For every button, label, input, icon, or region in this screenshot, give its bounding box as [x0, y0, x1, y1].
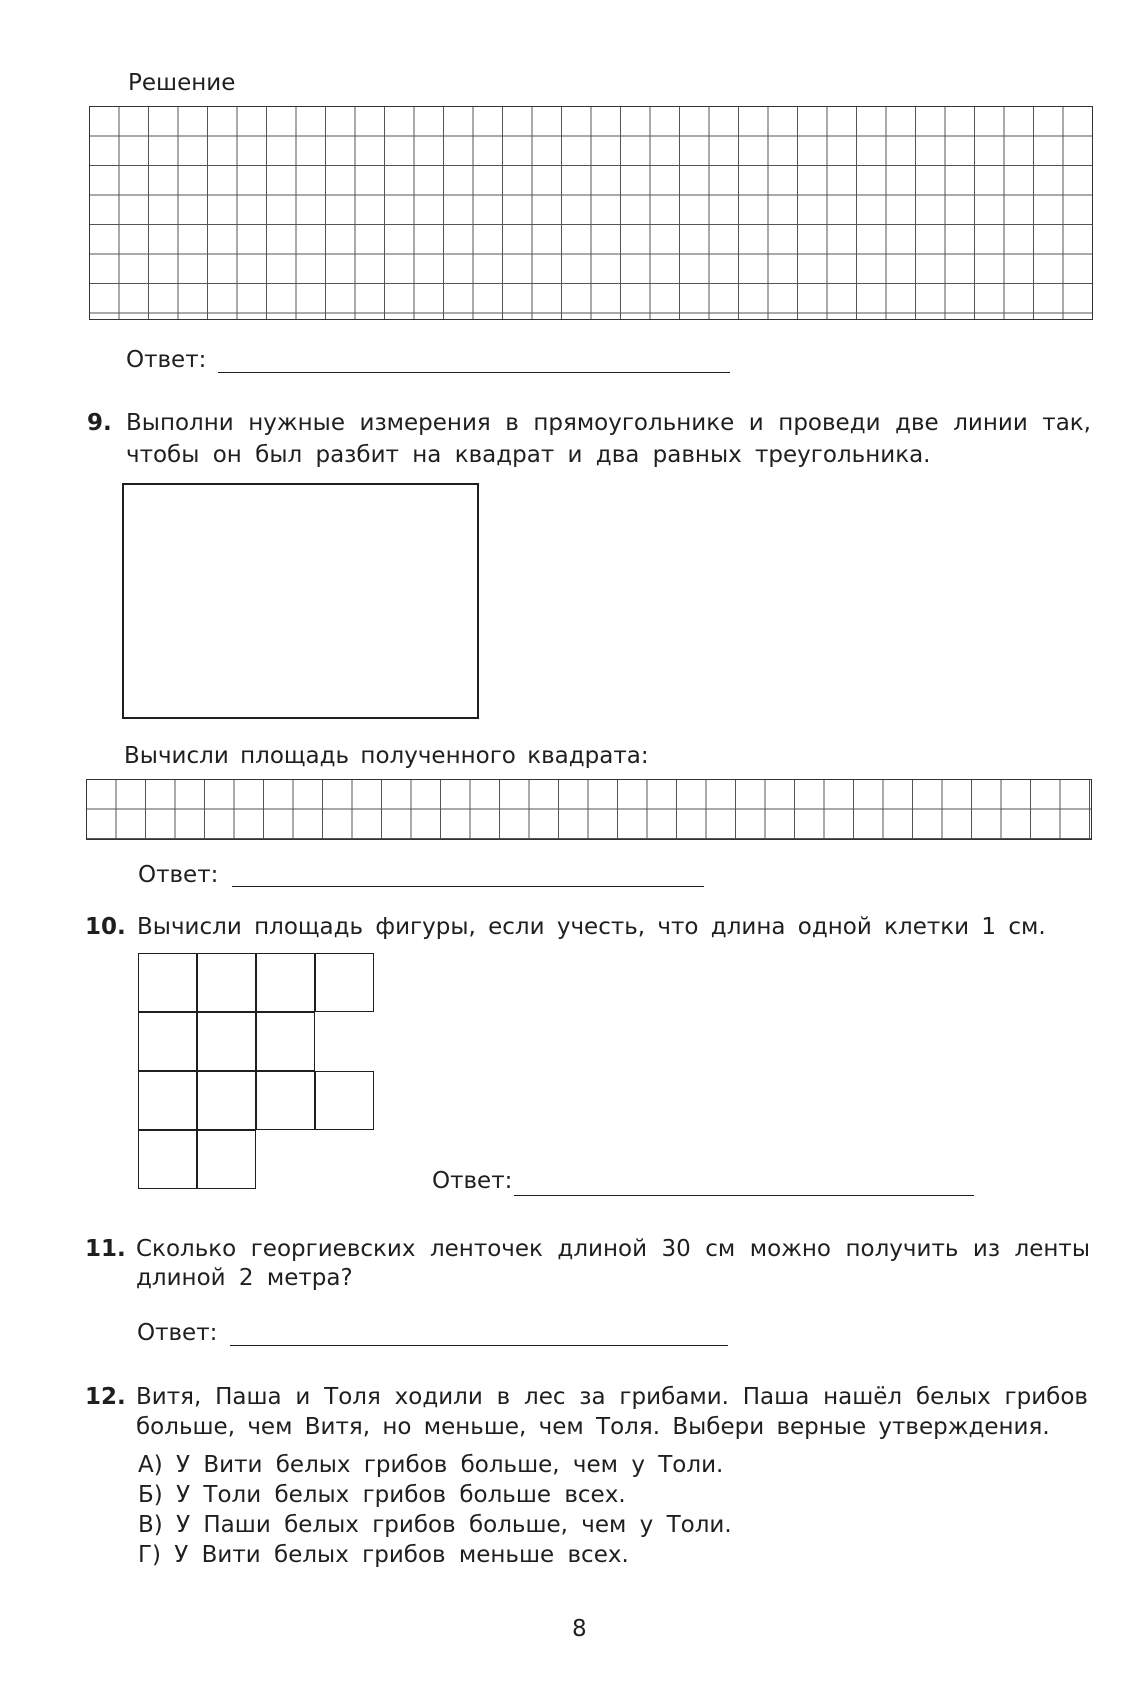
solution-grid[interactable] — [89, 106, 1093, 320]
task12-option-b[interactable]: Б) У Толи белых грибов больше всех. — [138, 1482, 626, 1508]
answer-line-11[interactable] — [230, 1345, 728, 1346]
task10-number: 10. — [85, 914, 126, 940]
figure-cell — [256, 1012, 315, 1071]
figure-cell — [315, 953, 374, 1012]
task9-calc-grid[interactable] — [86, 779, 1092, 840]
solution-label: Решение — [128, 70, 236, 96]
answer-label-11: Ответ: — [137, 1320, 218, 1346]
task10-text: Вычисли площадь фигуры, если учесть, что длина одной клетки 1 см. — [137, 914, 1046, 940]
task12-number: 12. — [85, 1384, 126, 1410]
figure-cell — [197, 1071, 256, 1130]
answer-label-9: Ответ: — [138, 862, 219, 888]
answer-line-10[interactable] — [514, 1195, 974, 1196]
figure-cell — [138, 1071, 197, 1130]
answer-line-9[interactable] — [232, 886, 704, 887]
task10-figure — [138, 953, 378, 1189]
answer-label-10: Ответ: — [432, 1168, 513, 1194]
task9-number: 9. — [87, 410, 112, 436]
task12-option-v[interactable]: В) У Паши белых грибов больше, чем у Толи. — [138, 1512, 732, 1538]
answer-label-8: Ответ: — [126, 347, 207, 373]
figure-cell — [197, 953, 256, 1012]
task11-text-line1: Сколько георгиевских ленточек длиной 30 см можно получить из ленты — [136, 1236, 1090, 1262]
task9-text-line2: чтобы он был разбит на квадрат и два равных треугольника. — [126, 442, 931, 468]
figure-cell — [197, 1012, 256, 1071]
figure-cell — [138, 1130, 197, 1189]
task11-number: 11. — [85, 1236, 126, 1262]
task11-text-line2: длиной 2 метра? — [136, 1265, 353, 1291]
figure-cell — [256, 1071, 315, 1130]
task9-rectangle[interactable] — [122, 483, 479, 719]
task12-option-g[interactable]: Г) У Вити белых грибов меньше всех. — [138, 1542, 629, 1568]
figure-cell — [138, 1012, 197, 1071]
figure-cell — [256, 953, 315, 1012]
task12-option-a[interactable]: А) У Вити белых грибов больше, чем у Толи. — [138, 1452, 724, 1478]
task9-text-line1: Выполни нужные измерения в прямоугольнике и проведи две линии так, — [126, 410, 1091, 436]
task9-subtask: Вычисли площадь полученного квадрата: — [124, 743, 649, 769]
figure-cell — [197, 1130, 256, 1189]
task12-text-line2: больше, чем Витя, но меньше, чем Толя. Выбери верные утверждения. — [136, 1414, 1050, 1440]
figure-cell — [138, 953, 197, 1012]
answer-line-8[interactable] — [218, 372, 730, 373]
figure-cell — [315, 1071, 374, 1130]
page-number: 8 — [572, 1616, 587, 1642]
task12-text-line1: Витя, Паша и Толя ходили в лес за грибами. Паша нашёл белых грибов — [136, 1384, 1088, 1410]
